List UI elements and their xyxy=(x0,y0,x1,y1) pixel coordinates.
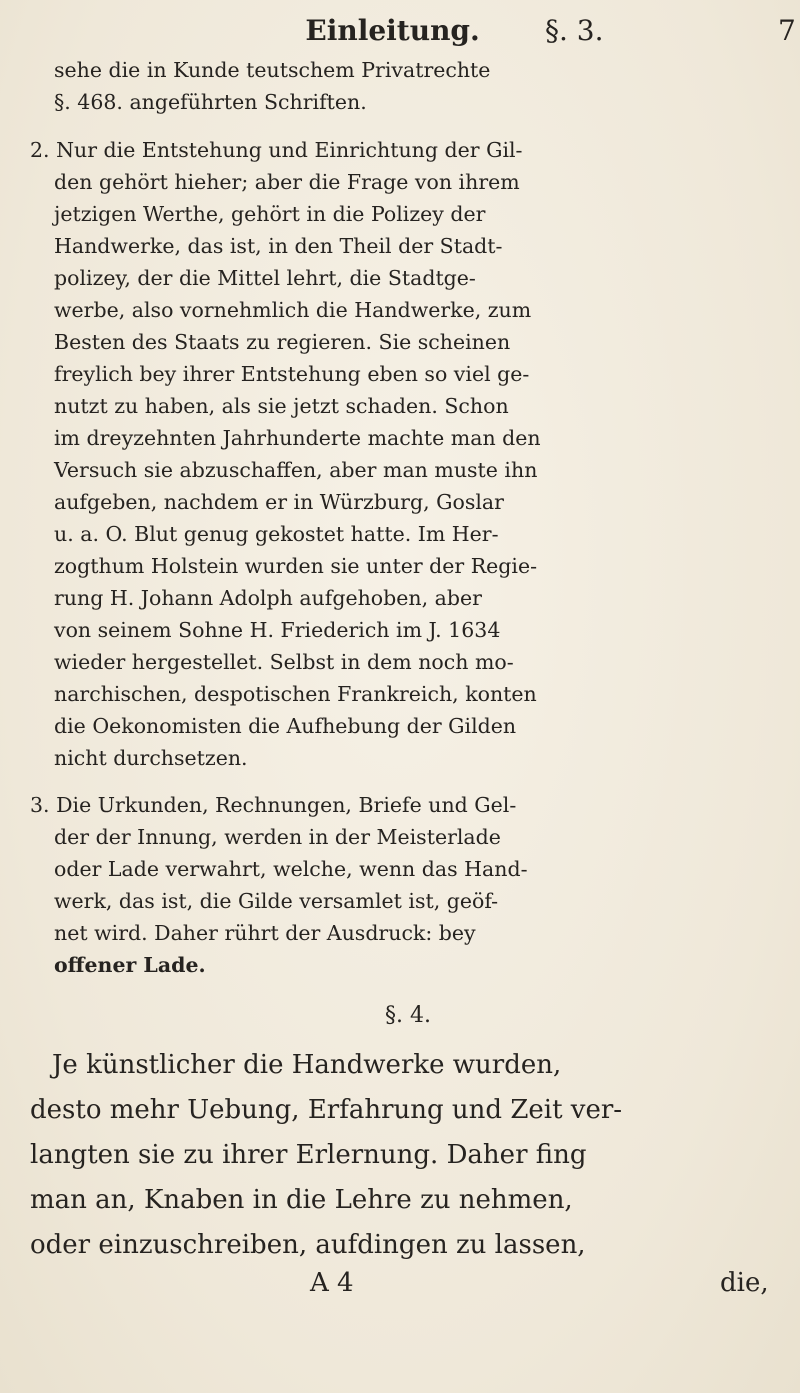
text-line: von seinem Sohne H. Friederich im J. 1634 xyxy=(54,618,501,642)
text-line: werbe, also vornehmlich die Handwerke, zum xyxy=(54,298,532,322)
text-line: Je künstlicher die Handwerke wurden, xyxy=(52,1050,562,1080)
text-line: jetzigen Werthe, gehört in die Polizey der xyxy=(54,202,486,226)
text-line: u. a. O. Blut genug gekostet hatte. Im Her- xyxy=(54,522,499,546)
text-line: Handwerke, das ist, in den Theil der Stadt- xyxy=(54,234,503,258)
text-line: zogthum Holstein wurden sie unter der Regie- xyxy=(54,554,538,578)
text-line: aufgeben, nachdem er in Würzburg, Goslar xyxy=(54,490,504,514)
text-line: die Oekonomisten die Aufhebung der Gilden xyxy=(54,714,517,738)
text-line: Besten des Staats zu regieren. Sie scheinen xyxy=(54,330,511,354)
running-header xyxy=(0,6,800,56)
text-line: desto mehr Uebung, Erfahrung und Zeit ver- xyxy=(30,1095,623,1125)
text-line: Versuch sie abzuschaffen, aber man muste ihn xyxy=(54,458,538,482)
text-line: polizey, der die Mittel lehrt, die Stadtge- xyxy=(54,266,476,290)
paragraph-2-start: 2. Nur die Entstehung und Einrichtung der Gil- xyxy=(30,138,523,162)
paragraph-3-start: 3. Die Urkunden, Rechnungen, Briefe und Gel- xyxy=(30,793,517,817)
text-line: der der Innung, werden in der Meisterlade xyxy=(54,825,501,849)
text-line: man an, Knaben in die Lehre zu nehmen, xyxy=(30,1185,573,1215)
text-line: narchischen, despotischen Frankreich, konten xyxy=(54,682,537,706)
text-line: langten sie zu ihrer Erlernung. Daher fing xyxy=(30,1140,587,1170)
text-line: sehe die in Kunde teutschem Privatrechte xyxy=(54,58,491,82)
text-line: §. 468. angeführten Schriften. xyxy=(54,90,367,114)
page-number: 7 xyxy=(778,14,796,47)
text-line: freylich bey ihrer Entstehung eben so viel ge- xyxy=(54,362,530,386)
text-line: offener Lade. xyxy=(54,953,206,977)
text-line: net wird. Daher rührt der Ausdruck: bey xyxy=(54,921,476,945)
section-number: §. 3. xyxy=(545,14,604,47)
text-line: oder Lade verwahrt, welche, wenn das Hand- xyxy=(54,857,528,881)
section-heading: §. 4. xyxy=(385,1003,431,1028)
catchword: die, xyxy=(720,1268,769,1298)
running-title: Einleitung. xyxy=(305,14,480,47)
text-line: rung H. Johann Adolph aufgehoben, aber xyxy=(54,586,482,610)
text-line: oder einzuschreiben, aufdingen zu lassen, xyxy=(30,1230,586,1260)
text-line: den gehört hieher; aber die Frage von ihrem xyxy=(54,170,520,194)
text-line: wieder hergestellet. Selbst in dem noch mo- xyxy=(54,650,514,674)
signature-mark: A 4 xyxy=(310,1268,354,1298)
text-line: nicht durchsetzen. xyxy=(54,746,248,770)
text-line: werk, das ist, die Gilde versamlet ist, geöf- xyxy=(54,889,499,913)
text-line: nutzt zu haben, als sie jetzt schaden. Schon xyxy=(54,394,509,418)
text-line: im dreyzehnten Jahrhunderte machte man den xyxy=(54,426,541,450)
